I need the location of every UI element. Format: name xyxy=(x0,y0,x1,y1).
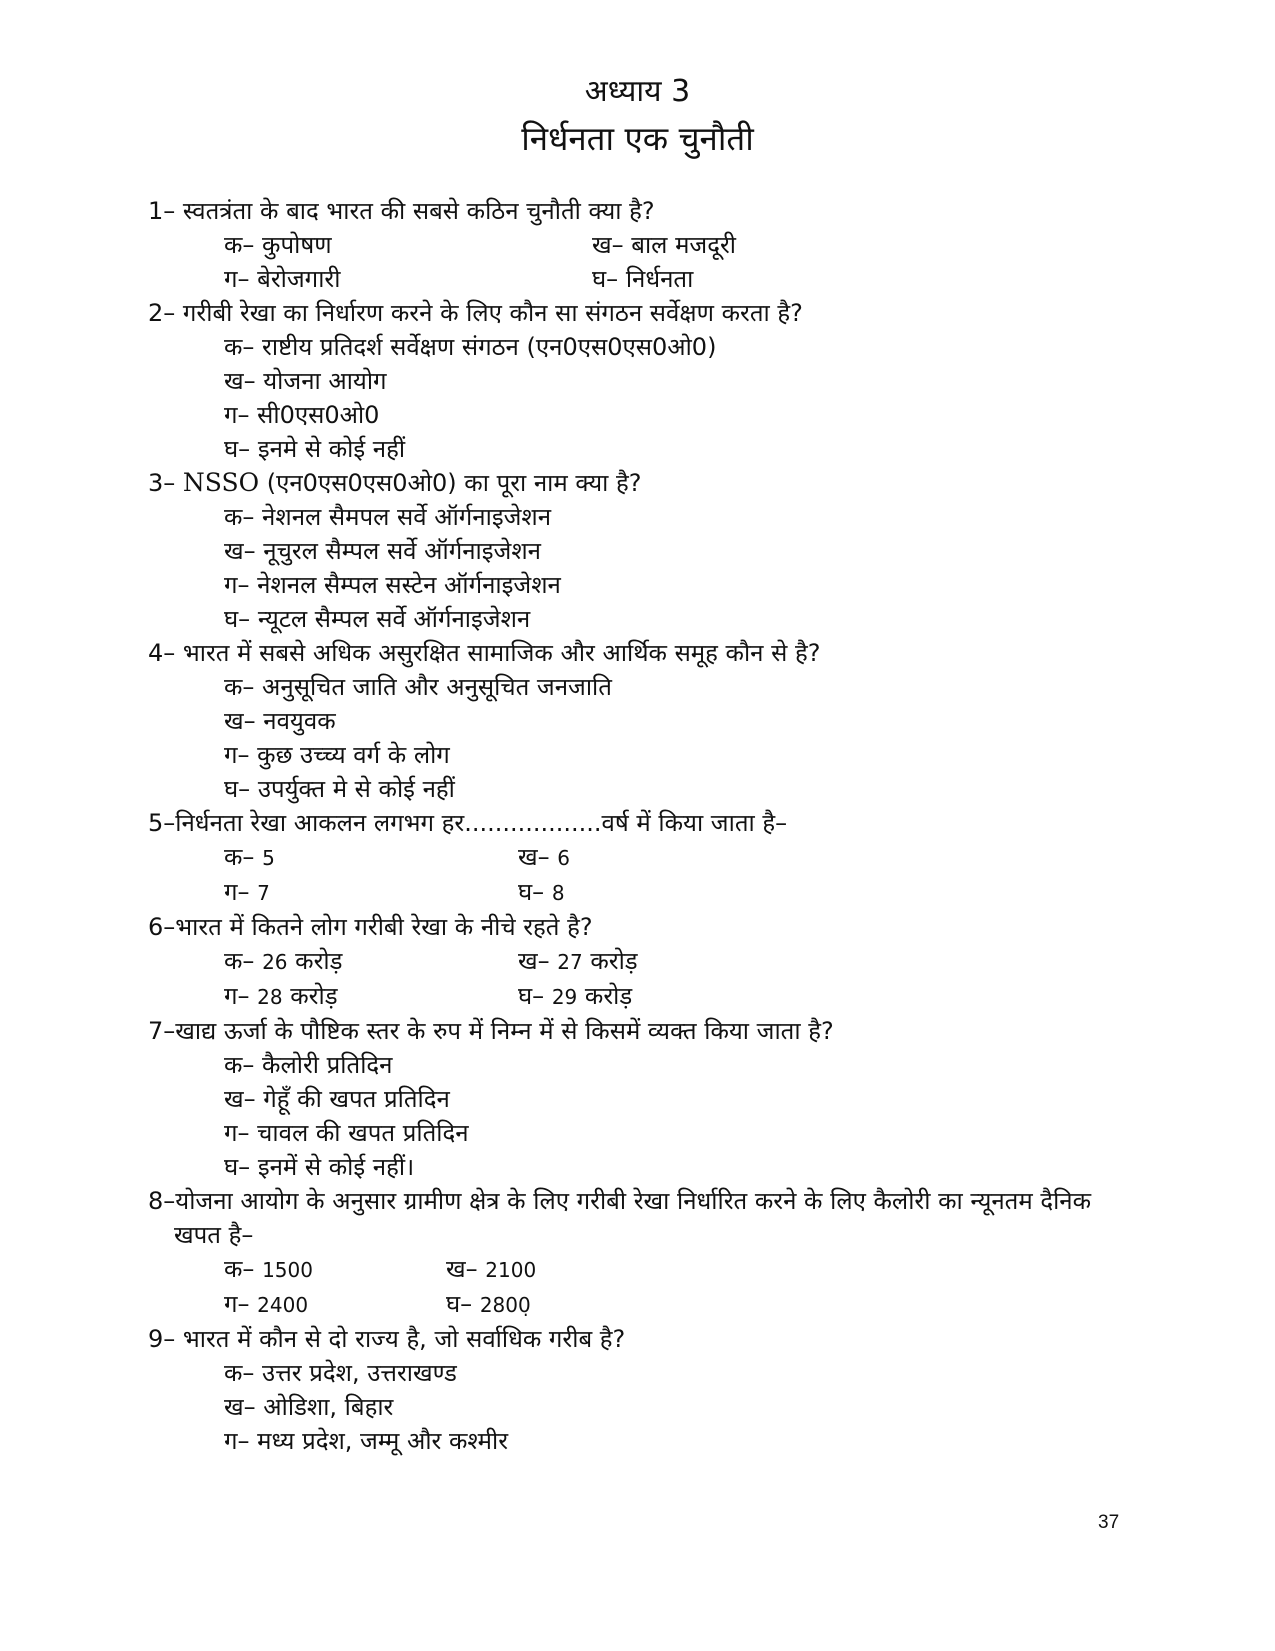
options xyxy=(224,944,1138,1014)
option-value: 2400 xyxy=(257,1293,309,1317)
question-4 xyxy=(148,636,1138,806)
acronym: NSSO xyxy=(182,468,260,497)
question-text: 4– भारत में सबसे अधिक असुरक्षित सामाजिक और आर्थिक समूह कौन से है? xyxy=(148,639,821,667)
option-row xyxy=(224,944,1138,979)
option-c: ग– चावल की खपत प्रतिदिन xyxy=(224,1119,469,1147)
option-b xyxy=(518,840,812,875)
option-label: क– xyxy=(224,947,263,975)
option-label: ग– xyxy=(224,982,258,1010)
option-c xyxy=(224,875,518,910)
option-row xyxy=(224,979,1138,1014)
option-a xyxy=(224,840,518,875)
question-1 xyxy=(148,194,1138,296)
option-d: घ– इनमे से कोई नहीं xyxy=(224,435,406,463)
option-label: क– xyxy=(224,1255,263,1283)
option-label: ग– xyxy=(224,878,258,906)
option-a: क– कैलोरी प्रतिदिन xyxy=(224,1051,393,1079)
option-row xyxy=(224,875,1138,910)
chapter-label: अध्याय 3 xyxy=(584,74,691,109)
option-d xyxy=(518,875,812,910)
option-a xyxy=(224,944,518,979)
option-d xyxy=(446,1287,668,1322)
option-c: ग– नेशनल सैम्पल सस्टेन ऑर्गनाइजेशन xyxy=(224,571,561,599)
option-a: क– कुपोषण xyxy=(224,231,332,259)
option-row xyxy=(224,1252,1138,1287)
option-b: ख– ओडिशा, बिहार xyxy=(224,1393,394,1421)
question-8 xyxy=(148,1184,1138,1322)
option-b: ख– नूचुरल सैम्पल सर्वे ऑर्गनाइजेशन xyxy=(224,537,541,565)
option-label: ग– xyxy=(224,1290,258,1318)
option-unit: करोड़ xyxy=(287,947,343,975)
option-label: घ– xyxy=(518,982,552,1010)
option-label: ख– xyxy=(446,1255,486,1283)
option-value: 2100 xyxy=(485,1258,537,1282)
option-value: 29 xyxy=(551,985,578,1009)
option-unit: करोड़ xyxy=(282,982,338,1010)
options xyxy=(224,500,1138,636)
option-label: घ– xyxy=(446,1290,480,1318)
option-d: घ– उपर्युक्त मे से कोई नहीं xyxy=(224,775,455,803)
option-row xyxy=(224,1287,1138,1322)
option-label: ख– xyxy=(518,843,558,871)
option-b xyxy=(446,1252,668,1287)
option-c: ग– कुछ उच्च्य वर्ग के लोग xyxy=(224,741,450,769)
question-text: 6–भारत में कितने लोग गरीबी रेखा के नीचे रहते है? xyxy=(148,913,593,941)
option-unit: करोड़ xyxy=(577,982,633,1010)
option-row xyxy=(224,262,1138,296)
option-a: क– नेशनल सैमपल सर्वे ऑर्गनाइजेशन xyxy=(224,503,552,531)
option-label: घ– xyxy=(518,878,552,906)
option-value: 27 xyxy=(557,950,583,974)
option-c: ग– बेरोजगारी xyxy=(224,265,341,293)
option-value: 5 xyxy=(262,846,275,870)
option-row xyxy=(224,228,1138,262)
option-c xyxy=(224,979,518,1014)
option-c: ग– सी0एस0ओ0 xyxy=(224,401,380,429)
question-3 xyxy=(148,466,1138,636)
option-b: ख– नवयुवक xyxy=(224,707,336,735)
options xyxy=(224,1356,1138,1458)
option-a: क– अनुसूचित जाति और अनुसूचित जनजाति xyxy=(224,673,612,701)
options xyxy=(224,330,1138,466)
question-text: 2– गरीबी रेखा का निर्धारण करने के लिए कौन सा संगठन सर्वेक्षण करता है? xyxy=(148,299,803,327)
option-d: घ– निर्धनता xyxy=(592,265,694,293)
option-value: 7 xyxy=(257,881,270,905)
option-c xyxy=(224,1287,446,1322)
option-value: 2800̣ xyxy=(479,1293,531,1317)
option-value: 26 xyxy=(262,950,288,974)
option-d: घ– न्यूटल सैम्पल सर्वे ऑर्गनाइजेशन xyxy=(224,605,531,633)
question-body: (एन0एस0एस0ओ0) का पूरा नाम क्या है? xyxy=(259,469,642,497)
option-b: ख– गेहूँ की खपत प्रतिदिन xyxy=(224,1085,450,1113)
question-text xyxy=(148,466,1138,500)
option-d: घ– इनमें से कोई नहीं। xyxy=(224,1153,415,1181)
question-text: 1– स्वतत्रंता के बाद भारत की सबसे कठिन चुनौती क्या है? xyxy=(148,197,655,225)
option-c: ग– मध्य प्रदेश, जम्मू और कश्मीर xyxy=(224,1427,509,1455)
question-number: 3– xyxy=(148,469,183,497)
question-text: 5–निर्धनता रेखा आकलन लगभग हर..................वर्ष में किया जाता है– xyxy=(148,809,788,837)
option-row xyxy=(224,840,1138,875)
question-5 xyxy=(148,806,1138,910)
option-value: 8 xyxy=(551,881,565,905)
options xyxy=(224,670,1138,806)
options xyxy=(224,228,1138,296)
option-a xyxy=(224,1252,446,1287)
option-value: 6 xyxy=(557,846,570,870)
option-d xyxy=(518,979,812,1014)
option-label: क– xyxy=(224,843,263,871)
options xyxy=(224,1252,1138,1322)
question-9 xyxy=(148,1322,1138,1458)
option-b: ख– बाल मजदूरी xyxy=(592,231,737,259)
question-2 xyxy=(148,296,1138,466)
question-6 xyxy=(148,910,1138,1014)
question-text: 7–खाद्य ऊर्जा के पौष्टिक स्तर के रुप में निम्न में से किसमें व्यक्त किया जाता है? xyxy=(148,1017,834,1045)
chapter-title: निर्धनता एक चुनौती xyxy=(521,119,754,158)
options xyxy=(224,840,1138,910)
question-list xyxy=(148,194,1138,1458)
option-value: 28 xyxy=(257,985,283,1009)
option-unit: करोड़ xyxy=(582,947,638,975)
question-7 xyxy=(148,1014,1138,1184)
chapter-heading xyxy=(0,70,1275,164)
option-a: क– राष्टीय प्रतिदर्श सर्वेक्षण संगठन (एन0एस0एस0ओ0) xyxy=(224,333,717,361)
question-text: 8–योजना आयोग के अनुसार ग्रामीण क्षेत्र के लिए गरीबी रेखा निर्धारित करने के लिए कैलोरी का न्यूनतम दैनिक खपत है– xyxy=(148,1187,1092,1249)
options xyxy=(224,1048,1138,1184)
option-label: ख– xyxy=(518,947,558,975)
question-text: 9– भारत में कौन से दो राज्य है, जो सर्वाधिक गरीब है? xyxy=(148,1325,626,1353)
page-number: 37 xyxy=(1098,1512,1120,1533)
option-value: 1500 xyxy=(262,1258,313,1282)
option-b xyxy=(518,944,812,979)
option-a: क– उत्तर प्रदेश, उत्तराखण्ड xyxy=(224,1359,457,1387)
option-b: ख– योजना आयोग xyxy=(224,367,387,395)
